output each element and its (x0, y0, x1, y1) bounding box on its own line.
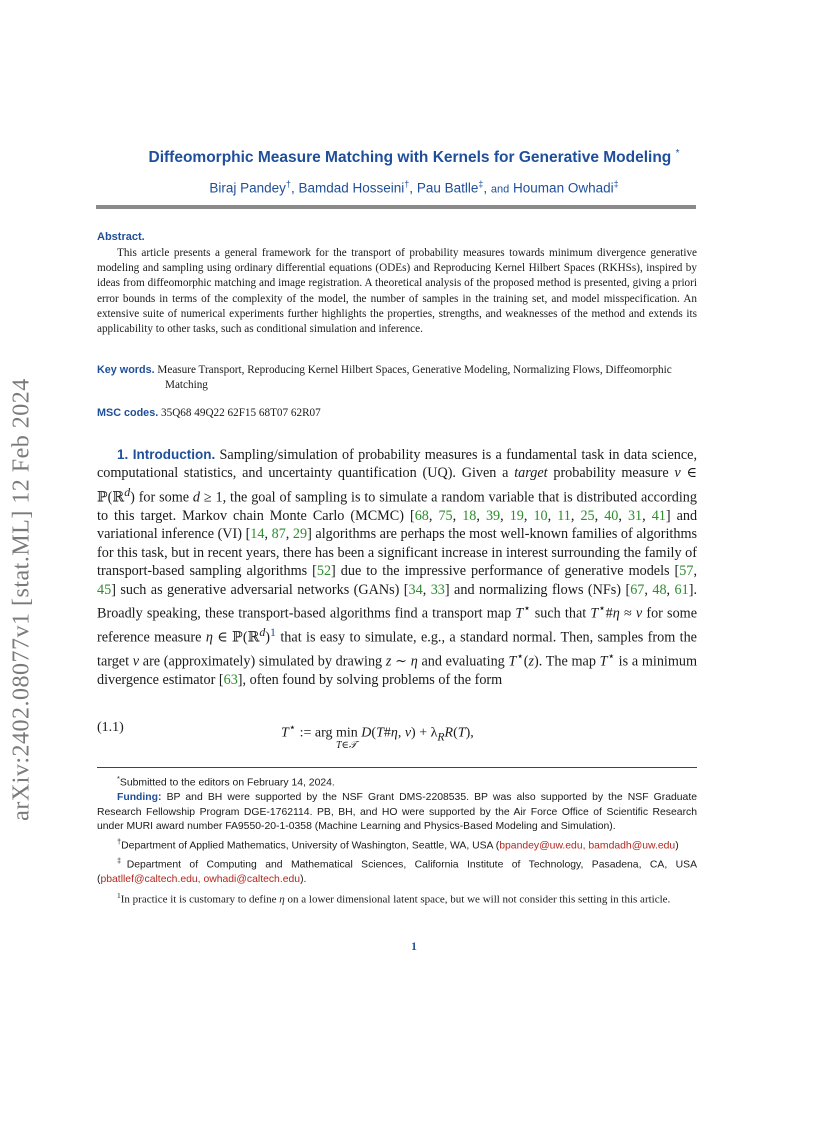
footnote-1-mark: 1 (117, 890, 121, 900)
ddagger-email-link[interactable]: pbatllef@caltech.edu, owhadi@caltech.edu (100, 873, 301, 885)
msc-label: MSC codes. (97, 407, 159, 419)
citation-link[interactable]: 48 (652, 581, 667, 598)
citation-link[interactable]: 19 (509, 507, 524, 524)
author-separator: , (483, 180, 488, 196)
footnote-1-text: setting in this article. (578, 893, 671, 906)
footnotes (97, 772, 697, 907)
citation-link[interactable]: 61 (674, 581, 689, 598)
arxiv-stamp: arXiv:2402.08077v1 [stat.ML] 12 Feb 2024 (8, 378, 35, 821)
abstract-heading: Abstract. (97, 231, 145, 243)
equation-number: (1.1) (97, 720, 124, 735)
citation-link[interactable]: 34 (408, 581, 423, 598)
author-name: Bamdad Hosseini (298, 180, 405, 196)
footnote-rule (97, 767, 697, 768)
introduction-paragraph: 1. Introduction. Sampling/simulation of probability measures is a fundamental task in data science, computational statistics, and uncertainty quantification (UQ). Given a target probability measure ν ∈ ℙ(ℝ$^d$) for some d ≥ 1, the goal of sampling is to simulate a random variable that is distributed according to this target. Markov chain Monte Carlo (MCMC) [68, 75, 18, 39, 19, 10, 11, 25, 40, 31, 41] and variational inference (VI) [14, 87, 29] algorithms are perhaps the most well-known families of algorithms for this task, but in recent years, there has been a significant increase in interest surrounding the family of transport-based sampling algorithms [52] due to the impressive performance of generative models [57, 45] such as generative adversarial networks (GANs) [34, 33] and normalizing flows (NFs) [67, 48, 61]. Broadly speaking, these transport-based algorithms find a transport map T⋆ such that T⋆#η ≈ ν for some reference measure η ∈ ℙ(ℝ$^d$)$^1$ that is easy to simulate, e.g., a standard normal. Then, samples from the target ν are (approximately) simulated by drawing z ∼ η and evaluating T⋆(z). The map T⋆ is a minimum divergence estimator [63], often found by solving problems of the form (97, 447, 698, 689)
author-mark: ‡ (478, 179, 484, 189)
author-mark: † (404, 179, 410, 189)
author-separator: , (409, 180, 414, 196)
citation-link[interactable]: 18 (462, 507, 477, 524)
footnote-submitted: *Submitted to the editors on February 14, 2024. (117, 774, 335, 789)
author-and: and (490, 183, 510, 196)
equation-subscript: T∈𝒯 (336, 740, 357, 751)
author-name: Pau Batlle (416, 180, 479, 196)
footnote-funding (97, 791, 697, 835)
page-number: 1 (411, 941, 417, 953)
footnote-text: Submitted to the editors on February 14, 2024. (119, 777, 335, 789)
keywords-label: Key words. (97, 364, 155, 376)
dagger-email-link[interactable]: bpandey@uw.edu, bamdadh@uw.edu (499, 840, 676, 852)
citation-link[interactable]: 63 (223, 672, 238, 689)
author-list (0, 179, 828, 196)
footnote-ddagger: ‡Department of Computing and Mathematical Sciences, California Institute of Technology, Pasadena, CA, USA (pbatllef@caltech.edu, owhadi@caltech.edu). (97, 855, 698, 885)
citation-link[interactable]: 39 (485, 507, 501, 524)
citation-link[interactable]: 10 (533, 507, 548, 524)
title-footnote-mark: * (675, 148, 680, 159)
citation-link[interactable]: 29 (292, 526, 308, 543)
footnote-dagger: †Department of Applied Mathematics, University of Washington, Seattle, WA, USA (bpandey@uw.edu, bamdadh@uw.edu) (117, 836, 679, 852)
author-name: Biraj Pandey (209, 180, 286, 196)
equation-body: T⋆ := arg min D(T#η, $\nu) + \lambda_RR(T)$, (281, 721, 474, 744)
author-mark: † (285, 179, 291, 189)
citation-link[interactable]: 45 (97, 581, 112, 598)
citation-link[interactable]: 52 (316, 563, 332, 580)
citation-link[interactable]: 67 (630, 581, 645, 598)
abstract-text: This article presents a general framework for the transport of probability measures towards minimum divergence generative modeling and sampling using ordinary differential equations (ODEs) and Reproducing Kernel Hilbert Spaces (RKHSs), inspired by ideas from diffeomorphic matching and image registration. A theoretical analysis of the proposed method is presented, giving a priori error bounds in terms of the complexity of the model, the number of samples in the training set, and model misspecification. An extensive suite of numerical experiments further highlights the properties, strengths, and weaknesses of the method and extends its applicability to other tasks, such as conditional simulation and inference. (97, 247, 697, 336)
title-rule (96, 205, 696, 209)
section-heading: 1. Introduction. (117, 447, 216, 462)
funding-label: Funding: (117, 792, 162, 804)
citation-link[interactable]: 33 (430, 581, 445, 598)
ddagger-affiliation: Department of Computing and Mathematical Sciences, California Institute of Technology, Pasadena, CA, USA ( (97, 859, 698, 885)
title-text: Diffeomorphic Measure Matching with Kernels for Generative Modeling (148, 149, 672, 167)
author-name: Houman Owhadi (513, 180, 614, 196)
citation-link[interactable]: 87 (271, 526, 286, 543)
citation-link[interactable]: 31 (627, 507, 643, 524)
citation-link[interactable]: 57 (679, 563, 694, 580)
citation-link[interactable]: 14 (250, 526, 265, 543)
keywords (97, 363, 697, 393)
citation-link[interactable]: 11 (557, 507, 571, 524)
author-mark: ‡ (613, 179, 619, 189)
funding-text: BP and BH were supported by the NSF Grant DMS-2208535. BP was also supported by the NSF Graduate Research Fellowship Program DGE-1762114. PB, BH, and HO were supported by the Air Force Office of Scientific Research under MURI award number FA9550-20-1-0358 (Machine Learning and Physics-Based Modeling and Simulation). (97, 792, 697, 833)
citation-link[interactable]: 68 (414, 507, 429, 524)
citation-link[interactable]: 75 (438, 507, 453, 524)
footnote-1: $^1$In practice it is customary to define η on a lower dimensional latent space, but we will not consider this setting in this article. (117, 890, 671, 906)
keywords-text: Measure Transport, Reproducing Kernel Hilbert Spaces, Generative Modeling, Normalizing Flows, Diffeomorphic Matching (157, 364, 672, 391)
paper-title (0, 148, 828, 167)
msc-text: 35Q68 49Q22 62F15 68T07 62R07 (161, 407, 321, 419)
dagger-affiliation: Department of Applied Mathematics, University of Washington, Seattle, WA, USA ( (121, 840, 500, 852)
citation-link[interactable]: 25 (580, 507, 595, 524)
citation-link[interactable]: 40 (604, 507, 619, 524)
author-separator: , (290, 180, 295, 196)
citation-link[interactable]: 41 (651, 507, 666, 524)
msc-codes (97, 407, 697, 419)
